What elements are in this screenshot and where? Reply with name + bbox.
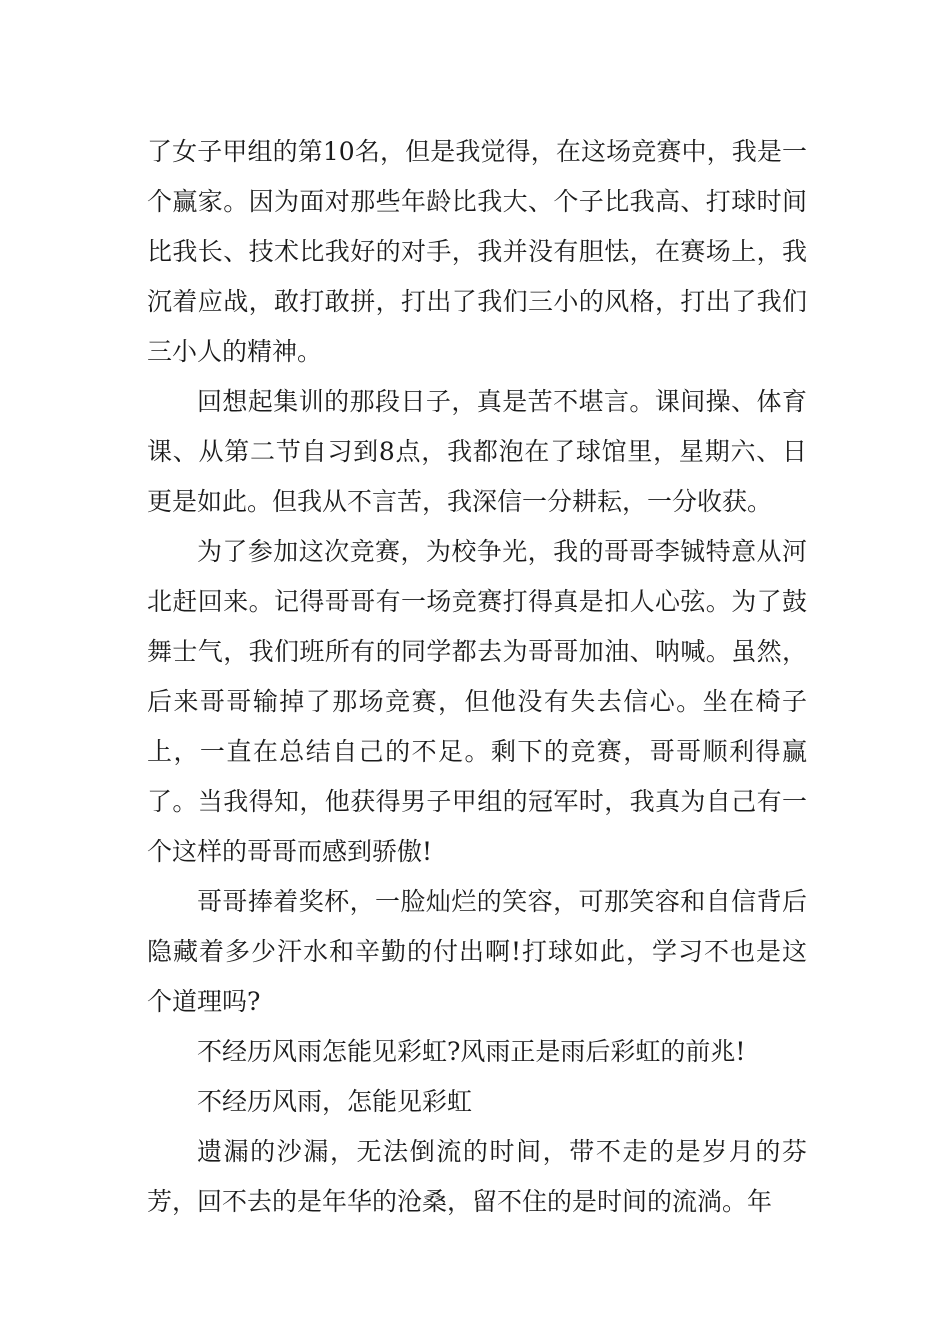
document-page — [147, 127, 807, 1227]
paragraph-4: 哥哥捧着奖杯，一脸灿烂的笑容，可那笑容和自信背后隐藏着多少汗水和辛勤的付出啊!打球如此，学习不也是这个道理吗? — [147, 887, 807, 1016]
paragraph-2: 回想起集训的那段日子，真是苦不堪言。课间操、体育课、从第二节自习到8点，我都泡在了球馆里，星期六、日更是如此。但我从不言苦，我深信一分耕耘，一分收获。 — [147, 387, 807, 516]
paragraph-5: 不经历风雨怎能见彩虹?风雨正是雨后彩虹的前兆! — [197, 1037, 746, 1066]
section-heading: 不经历风雨，怎能见彩虹 — [197, 1087, 473, 1116]
paragraph-6: 遗漏的沙漏，无法倒流的时间，带不走的是岁月的芬芳，回不去的是年华的沧桑，留不住的是时间的流淌。年 — [147, 1137, 807, 1216]
paragraph-1: 了女子甲组的第10名，但是我觉得，在这场竞赛中，我是一个赢家。因为面对那些年龄比我大、个子比我高、打球时间比我长、技术比我好的对手，我并没有胆怯，在赛场上，我沉着应战，敢打敢拼，打出了我们三小的风格，打出了我们三小人的精神。 — [147, 137, 807, 366]
paragraph-3: 为了参加这次竞赛，为校争光，我的哥哥李铖特意从河北赶回来。记得哥哥有一场竞赛打得真是扣人心弦。为了鼓舞士气，我们班所有的同学都去为哥哥加油、呐喊。虽然，后来哥哥输掉了那场竞赛，但他没有失去信心。坐在椅子上，一直在总结自己的不足。剩下的竞赛，哥哥顺利得赢了。当我得知，他获得男子甲组的冠军时，我真为自己有一个这样的哥哥而感到骄傲! — [147, 537, 807, 866]
